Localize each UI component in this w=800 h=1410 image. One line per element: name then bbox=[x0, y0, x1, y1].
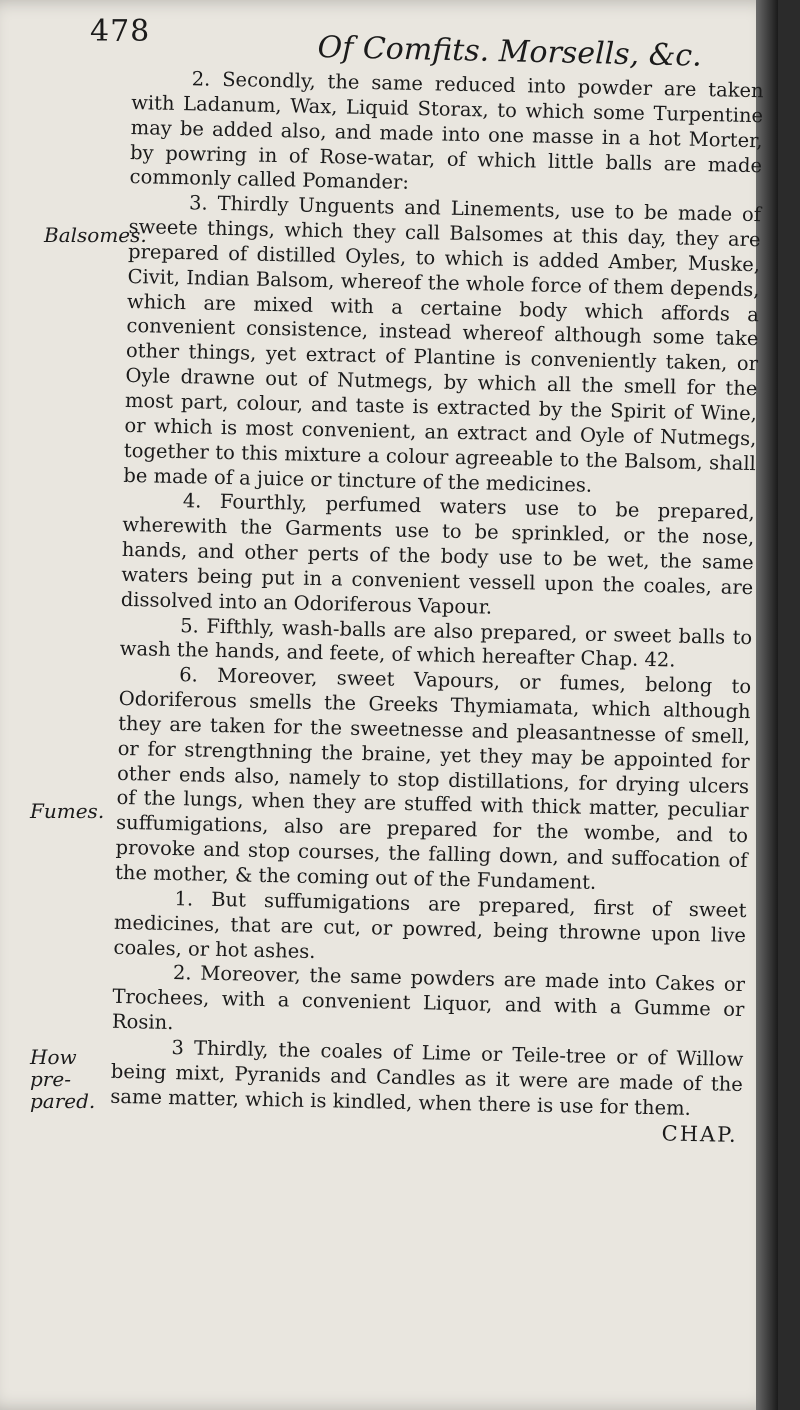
paragraph-suffumigations-third: 3 Thirdly, the coales of Lime or Teile-tree or of Willow being mixt, Pyranids and Candles as it were are made of the same matter, which is kindled, when there is use for them. bbox=[110, 1035, 744, 1120]
paragraph-fifthly-wash-balls: 5. Fifthly, wash-balls are also prepared, or sweet balls to wash the hands, and feete, of which hereafter Chap. 42. bbox=[119, 613, 753, 672]
page-header bbox=[90, 14, 750, 74]
paragraph-suffumigations-first: 1. But suffumigations are prepared, first of sweet medicines, that are cut, or powred, being throwne upon live coales, or hot ashes. bbox=[113, 886, 747, 963]
catchword: CHAP. bbox=[661, 1121, 738, 1148]
paragraph-secondly-pomander: 2. Secondly, the same reduced into powder are taken with Ladanum, Wax, Liquid Storax, to which some Turpentine may be added also, and made into one masse in a hot Morter, by powring in of Rose-watar, of which little balls are made commonly called Pomander: bbox=[129, 67, 764, 195]
margin-note-balsomes: Balsomes. bbox=[44, 223, 147, 247]
paragraph-fourthly-perfumed-waters: 4. Fourthly, perfumed waters use to be prepared, wherewith the Garments use to be sprinkled, or the nose, hands, and other perts of the body use to be wet, the same waters being put in a convenient vessell upon the coales, are dissolved into an Odoriferous Vapour. bbox=[120, 489, 756, 619]
paragraph-moreover-fumes: 6. Moreover, sweet Vapours, or fumes, belong to Odoriferous smells the Greeks Thymiamata, which although they are taken for the sweetnesse and pleasantnesse of smell, or for strengthning the braine, yet they may be appointed for other ends also, namely to stop distillations, for drying ulcers of the lungs, when they are stuffed with thick matter, peculiar suffumigations, also are prepared for the wombe, and to provoke and stop courses, the falling down, and suffocation of the mother, & the coming out of the Fundament. bbox=[114, 663, 752, 894]
page-number: 478 bbox=[90, 14, 151, 49]
margin-note-fumes: Fumes. bbox=[30, 799, 105, 823]
paragraph-suffumigations-second: 2. Moreover, the same powders are made into Cakes or Trochees, with a convenient Liquor, and with a Gumme or Rosin. bbox=[111, 961, 746, 1035]
running-title: Of Comfits. Morsells, &c. bbox=[317, 30, 703, 74]
paragraph-thirdly-balsomes: 3. Thirdly Unguents and Linements, use to be made of sweete things, which they call Balsomes at this day, they are prepared of distilled Oyles, to which is added Amber, Muske, Civit, Indian Balsom, whereof the whole force of them depends, which are mixed with a certaine body which affords a convenient consistence, instead whereof although some take other things, yet extract of Plantine is conveniently taken, or Oyle drawne out of Nutmegs, by which all the smell for the most part, colour, and taste is extracted by the Spirit of Wine, or which is most convenient, an extract and Oyle of Nutmegs, together to this mixture a colour agreeable to the Balsom, shall be made of a juice or tincture of the medicines. bbox=[123, 191, 762, 497]
margin-note-how-prepared: How pre-pared. bbox=[30, 1045, 96, 1113]
body-text bbox=[110, 66, 764, 1148]
